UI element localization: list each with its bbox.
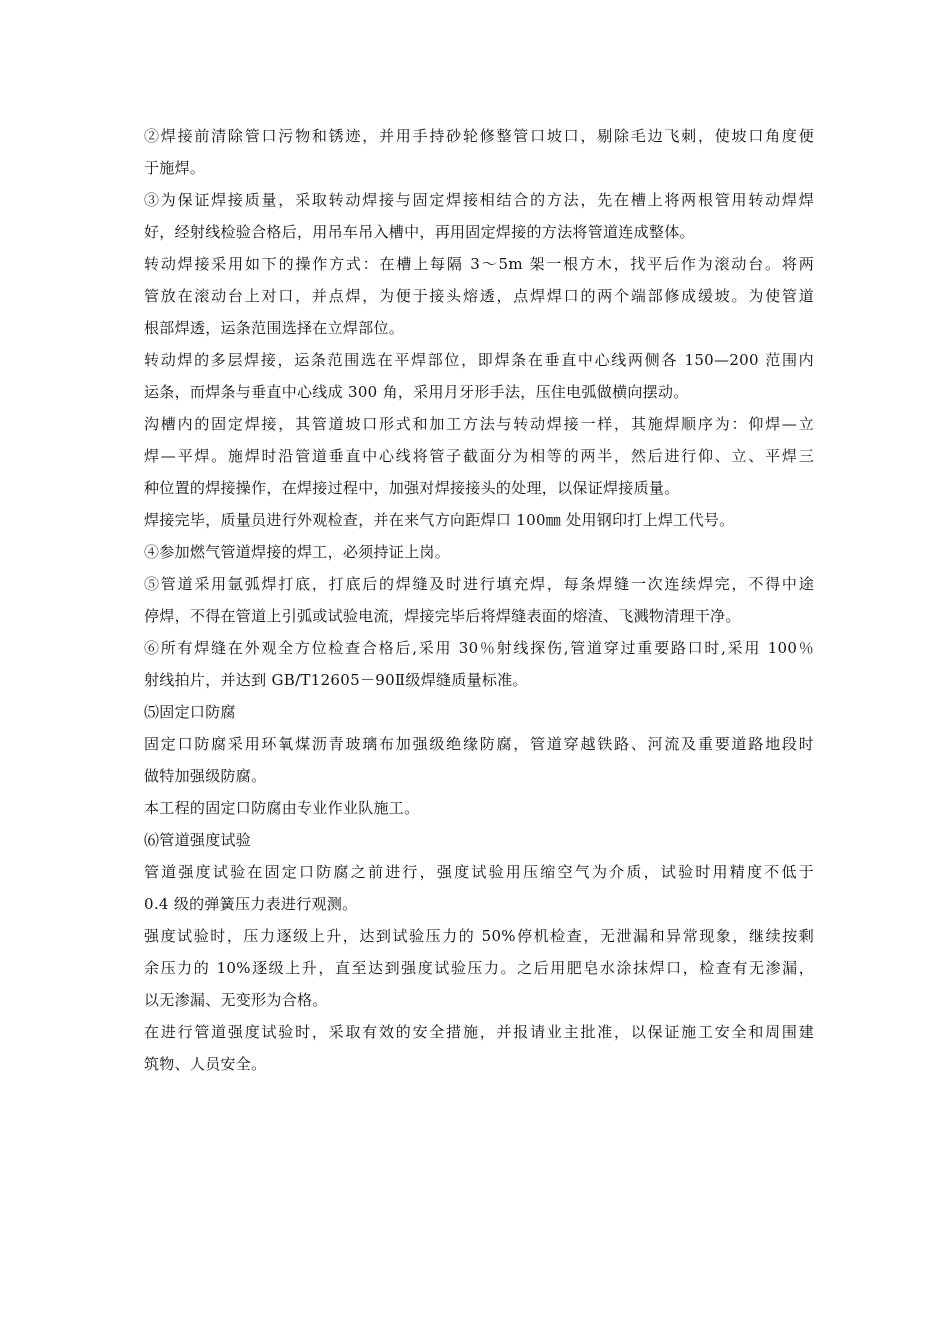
text-line: 管道强度试验在固定口防腐之前进行，强度试验用压缩空气为介质，试验时用精度不低于 [144, 863, 814, 881]
paragraph-p14 [144, 856, 814, 920]
text-line: ⑹管道强度试验 [144, 831, 252, 849]
text-line: 于施焊。 [144, 159, 206, 177]
text-line: 射线拍片，并达到 GB/T12605－90Ⅱ级焊缝质量标准。 [144, 671, 528, 689]
text-line: 转动焊的多层焊接，运条范围选在平焊部位，即焊条在垂直中心线两侧各 150—200 范围内 [144, 351, 814, 369]
paragraph-p1 [144, 120, 814, 184]
paragraph-p3 [144, 248, 814, 344]
text-line: 种位置的焊接操作，在焊接过程中，加强对焊接接头的处理，以保证焊接质量。 [144, 479, 680, 497]
paragraph-p6 [144, 504, 814, 536]
text-line: 转动焊接采用如下的操作方式：在槽上每隔 3～5m 架一根方木，找平后作为滚动台。将两 [144, 255, 814, 273]
text-line: ④参加燃气管道焊接的焊工，必须持证上岗。 [144, 543, 451, 561]
text-line: 焊接完毕，质量员进行外观检查，并在来气方向距焊口 100㎜ 处用钢印打上焊工代号。 [144, 511, 735, 529]
text-line: 以无渗漏、无变形为合格。 [144, 991, 328, 1009]
paragraph-p4 [144, 344, 814, 408]
text-line: 好，经射线检验合格后，用吊车吊入槽中，再用固定焊接的方法将管道连成整体。 [144, 223, 695, 241]
text-line: 停焊，不得在管道上引弧或试验电流，焊接完毕后将焊缝表面的熔渣、飞溅物清理干净。 [144, 607, 741, 625]
text-line: 在进行管道强度试验时，采取有效的安全措施，并报请业主批准，以保证施工安全和周围建 [144, 1023, 814, 1041]
text-line: 本工程的固定口防腐由专业作业队施工。 [144, 799, 420, 817]
text-line: 0.4 级的弹簧压力表进行观测。 [144, 895, 358, 913]
paragraph-p15 [144, 920, 814, 1016]
text-line: 强度试验时，压力逐级上升，达到试验压力的 50%停机检查，无泄漏和异常现象，继续按剩 [144, 927, 814, 945]
text-line: 焊—平焊。施焊时沿管道垂直中心线将管子截面分为相等的两半，然后进行仰、立、平焊三 [144, 447, 814, 465]
text-line: 沟槽内的固定焊接，其管道坡口形式和加工方法与转动焊接一样，其施焊顺序为：仰焊—立 [144, 415, 814, 433]
text-line: 根部焊透，运条范围选择在立焊部位。 [144, 319, 405, 337]
text-line: ⑥所有焊缝在外观全方位检查合格后,采用 30％射线探伤,管道穿过重要路口时,采用 100％ [144, 639, 814, 657]
text-line: ⑸固定口防腐 [144, 703, 236, 721]
paragraph-p8 [144, 568, 814, 632]
text-line: ②焊接前清除管口污物和锈迹，并用手持砂轮修整管口坡口，剔除毛边飞刺，使坡口角度便 [144, 127, 814, 145]
document-body [144, 120, 814, 1080]
text-line: 筑物、人员安全。 [144, 1055, 267, 1073]
text-line: 运条，而焊条与垂直中心线成 300 角，采用月牙形手法，压住电弧做横向摆动。 [144, 383, 689, 401]
paragraph-p13 [144, 824, 814, 856]
text-line: 余压力的 10%逐级上升，直至达到强度试验压力。之后用肥皂水涂抹焊口，检查有无渗漏， [144, 959, 814, 977]
text-line: ⑤管道采用氩弧焊打底，打底后的焊缝及时进行填充焊，每条焊缝一次连续焊完，不得中途 [144, 575, 814, 593]
text-line: 做特加强级防腐。 [144, 767, 267, 785]
text-line: ③为保证焊接质量，采取转动焊接与固定焊接相结合的方法，先在槽上将两根管用转动焊焊 [144, 191, 814, 209]
paragraph-p9 [144, 632, 814, 696]
paragraph-p5 [144, 408, 814, 504]
paragraph-p12 [144, 792, 814, 824]
text-line: 固定口防腐采用环氧煤沥青玻璃布加强级绝缘防腐，管道穿越铁路、河流及重要道路地段时 [144, 735, 814, 753]
paragraph-p16 [144, 1016, 814, 1080]
paragraph-p2 [144, 184, 814, 248]
paragraph-p10 [144, 696, 814, 728]
paragraph-p7 [144, 536, 814, 568]
paragraph-p11 [144, 728, 814, 792]
text-line: 管放在滚动台上对口，并点焊，为便于接头熔透，点焊焊口的两个端部修成缓坡。为使管道 [144, 287, 814, 305]
